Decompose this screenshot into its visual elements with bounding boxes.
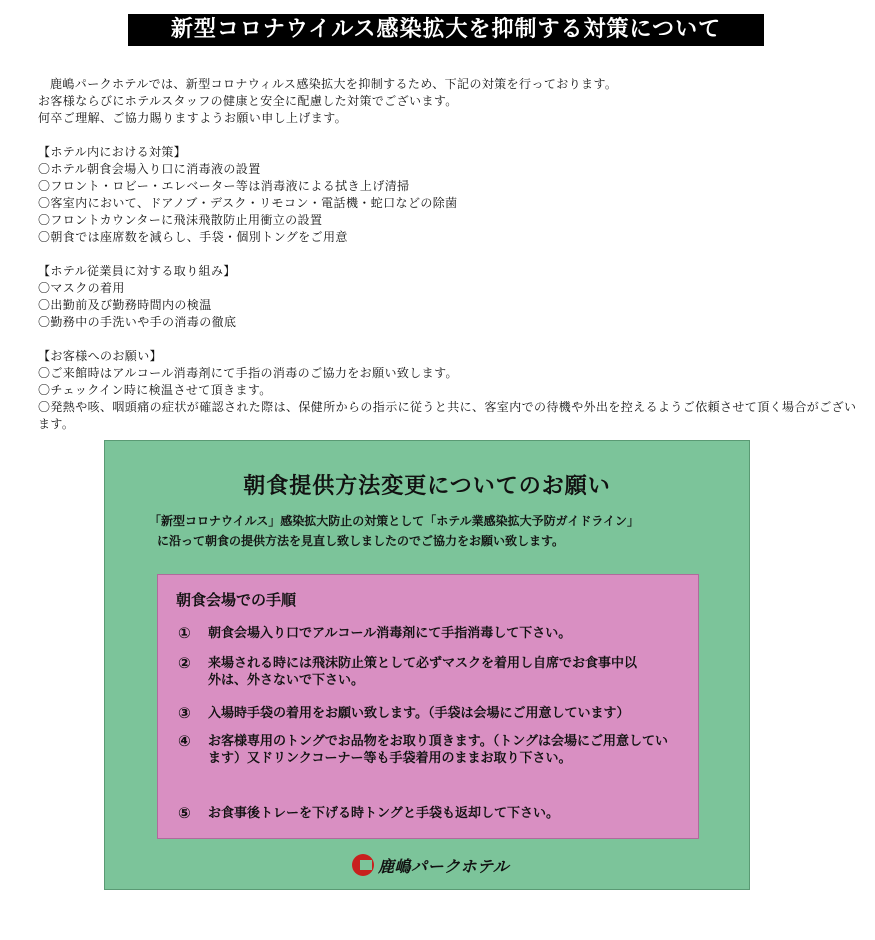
notice-text (38, 76, 858, 433)
section-item: 〇発熱や咳、咽頭痛の症状が確認された際は、保健所からの指示に従うと共に、客室内での待機や外出を控えるようご依頼させて頂く場合がございます。 (38, 400, 857, 431)
procedure-step (178, 733, 678, 767)
section-heading: 【ホテル従業員に対する取り組み】 (38, 264, 236, 278)
section-item: 〇朝食では座席数を減らし、手袋・個別トングをご用意 (38, 230, 348, 244)
procedure-step (178, 805, 678, 822)
step-number: ① (178, 624, 191, 642)
step-text: 朝食会場入り口でアルコール消毒剤にて手指消毒して下さい。 (208, 626, 572, 641)
breakfast-intro-line: に沿って朝食の提供方法を見直し致しましたのでご協力をお願い致します。 (157, 534, 565, 548)
page-title: 新型コロナウイルス感染拡大を抑制する対策について (128, 14, 764, 46)
section-item: 〇フロント・ロビー・エレベーター等は消毒液による拭き上げ清掃 (38, 179, 410, 193)
breakfast-notice-panel (104, 440, 750, 890)
step-number: ④ (178, 732, 191, 750)
intro-line: 鹿嶋パークホテルでは、新型コロナウィルス感染拡大を抑制するため、下記の対策を行っております。 (50, 77, 618, 91)
section-heading: 【ホテル内における対策】 (38, 145, 187, 159)
section-item: 〇フロントカウンターに飛沫飛散防止用衝立の設置 (38, 213, 323, 227)
breakfast-intro (145, 511, 715, 551)
section-item: 〇出勤前及び勤務時間内の検温 (38, 298, 212, 312)
section-item: 〇ご来館時はアルコール消毒剤にて手指の消毒のご協力をお願い致します。 (38, 366, 458, 380)
procedure-panel (157, 574, 699, 839)
section-item: 〇ホテル朝食会場入り口に消毒液の設置 (38, 162, 261, 176)
procedure-step (178, 705, 678, 722)
section-heading: 【お客様へのお願い】 (38, 349, 163, 363)
hotel-logo (352, 853, 509, 877)
procedure-step (178, 625, 678, 642)
section-item: 〇勤務中の手洗いや手の消毒の徹底 (38, 315, 237, 329)
procedure-heading: 朝食会場での手順 (176, 591, 297, 609)
step-text: お客様専用のトングでお品物をお取り頂きます。（トングは会場にご用意しています）又ドリンクコーナー等も手袋着用のままお取り下さい。 (208, 734, 668, 766)
step-number: ② (178, 654, 191, 672)
procedure-step (178, 655, 678, 689)
step-text: お食事後トレーを下げる時トングと手袋も返却して下さい。 (208, 806, 560, 821)
section-item: 〇チェックイン時に検温させて頂きます。 (38, 383, 272, 397)
step-text: 来場される時には飛沫防止策として必ずマスクを着用し自席でお食事中以外は、外さないで下さい。 (208, 656, 638, 688)
intro-line: 何卒ご理解、ご協力賜りますようお願い申し上げます。 (38, 111, 348, 125)
section-item: 〇マスクの着用 (38, 281, 125, 295)
hotel-logo-text: 鹿嶋パークホテル (378, 856, 510, 876)
breakfast-intro-line: 「新型コロナウイルス」感染拡大防止の対策として「ホテル業感染拡大予防ガイドライン」 (149, 514, 639, 528)
intro-line: お客様ならびにホテルスタッフの健康と安全に配慮した対策でございます。 (38, 94, 458, 108)
step-number: ③ (178, 704, 191, 722)
section-item: 〇客室内において、ドアノブ・デスク・リモコン・電話機・蛇口などの除菌 (38, 196, 458, 210)
step-text: 入場時手袋の着用をお願い致します。（手袋は会場にご用意しています） (208, 706, 630, 721)
hotel-logo-icon (352, 854, 374, 876)
breakfast-title: 朝食提供方法変更についてのお願い (243, 474, 611, 499)
step-number: ⑤ (178, 804, 191, 822)
